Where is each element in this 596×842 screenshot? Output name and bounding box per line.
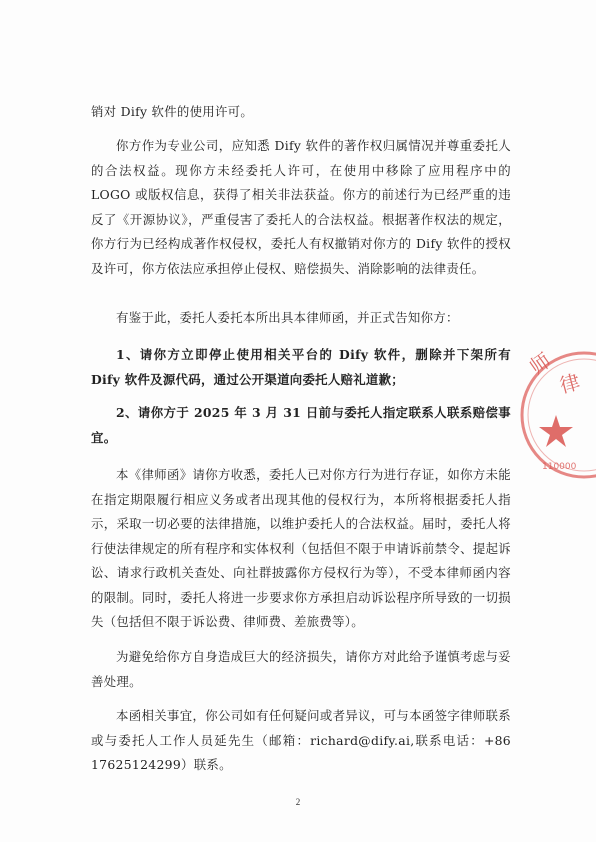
seal-number: 110000 — [542, 462, 577, 472]
paragraph-copyright-violation: 你方作为专业公司，应知悉 Dify 软件的著作权归属情况并尊重委托人的合法权益。现你方未经委托人许可，在使用中移除了应用程序中的 LOGO 或版权信息，获得了相关非法获益。你方的前述行为已经严重的违反了《开源协议》，严重侵害了委托人的合法权益。根据著作权法的规定，你方行为已经构成著作权侵权，委托人有权撤销对你方的 Dify 软件的授权及许可，你方依法应承担停止侵权、赔偿损失、消除影响的法律责任。 — [91, 138, 511, 276]
page-number: 2 — [295, 797, 301, 807]
seal-char-partial: 律 — [557, 369, 583, 398]
demand-item-2: 2、请你方于 2025 年 3 月 31 日前与委托人指定联系人联系赔偿事宜。 — [91, 405, 511, 445]
seal-char-top: 师 — [525, 347, 556, 380]
demand-item-1: 1、请你方立即停止使用相关平台的 Dify 软件，删除并下架所有 Dify 软件及源代码，通过公开渠道向委托人赔礼道歉； — [91, 347, 511, 387]
paragraph-notice-intro: 有鉴于此，委托人委托本所出具本律师函，并正式告知你方： — [116, 310, 459, 325]
paragraph-legal-measures: 本《律师函》请你方收悉，委托人已对你方行为进行存证，如你方未能在指定期限履行相应义务或者出现其他的侵权行为，本所将根据委托人指示，采取一切必要的法律措施，以维护委托人的合法权益。届时，委托人将行使法律规定的所有程序和实体权利（包括但不限于申请诉前禁令、提起诉讼、请求行政机关查处、向社群披露你方侵权行为等），不受本律师函内容的限制。同时，委托人将进一步要求你方承担启动诉讼程序所导致的一切损失（包括但不限于诉讼费、律师费、差旅费等）。 — [91, 467, 511, 629]
law-firm-seal-stamp — [514, 345, 596, 485]
paragraph-advice: 为避免给你方自身造成巨大的经济损失，请你方对此给予谨慎考虑与妥善处理。 — [91, 649, 511, 689]
seal-star-icon — [539, 415, 573, 447]
paragraph-contact: 本函相关事宜，你公司如有任何疑问或者异议，可与本函签字律师联系或与委托人工作人员延先生（邮箱：richard@dify.ai,联系电话：+86 17625124299）联系。 — [91, 708, 511, 772]
paragraph-continuation: 销对 Dify 软件的使用许可。 — [91, 104, 254, 119]
